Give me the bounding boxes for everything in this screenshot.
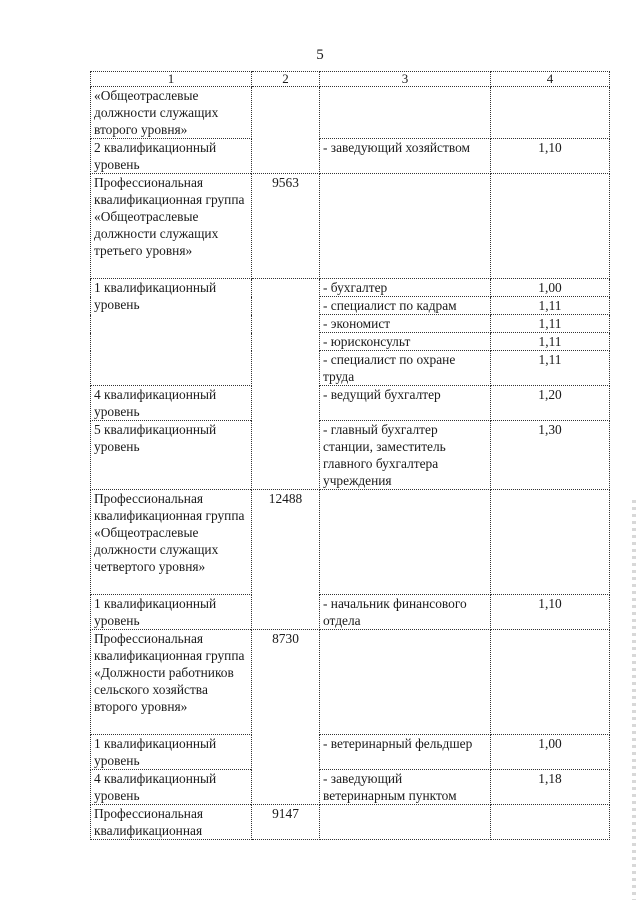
position-cell: - бухгалтер — [320, 279, 491, 297]
coefficient-cell — [491, 87, 610, 139]
table-row — [91, 421, 610, 490]
group-cell: 4 квалификационный уровень — [91, 386, 252, 421]
group-cell: Профессиональная квалификационная группа «Общеотраслевые должности служащих четвертого уровня» — [91, 490, 252, 595]
position-cell: - заведующий ветеринарным пунктом — [320, 770, 491, 805]
code-cell: 8730 — [252, 630, 320, 805]
coefficient-cell: 1,11 — [491, 315, 610, 333]
table-row — [91, 87, 610, 139]
position-cell: - ведущий бухгалтер — [320, 386, 491, 421]
table-row — [91, 490, 610, 595]
position-cell — [320, 87, 491, 139]
position-cell: - главный бухгалтер станции, заместитель главного бухгалтера учреждения — [320, 421, 491, 490]
code-cell: 9563 — [252, 174, 320, 279]
table-row — [91, 770, 610, 805]
coefficient-cell: 1,20 — [491, 386, 610, 421]
table-row — [91, 139, 610, 174]
page-number: 5 — [316, 47, 324, 63]
group-cell: Профессиональная квалификационная группа «Должности работников сельского хозяйства второго уровня» — [91, 630, 252, 735]
position-cell — [320, 630, 491, 735]
table-row — [91, 630, 610, 735]
group-cell: 1 квалификационный уровень — [91, 595, 252, 630]
coefficient-cell: 1,11 — [491, 351, 610, 386]
column-header: 3 — [320, 72, 491, 87]
group-cell: 5 квалификационный уровень — [91, 421, 252, 490]
group-cell: 4 квалификационный уровень — [91, 770, 252, 805]
position-cell — [320, 174, 491, 279]
table-row — [91, 595, 610, 630]
position-cell: - специалист по охране труда — [320, 351, 491, 386]
column-header: 1 — [91, 72, 252, 87]
coefficient-cell: 1,00 — [491, 735, 610, 770]
coefficient-cell — [491, 490, 610, 595]
coefficient-cell: 1,30 — [491, 421, 610, 490]
table-row — [91, 174, 610, 279]
group-cell: «Общеотраслевые должности служащих второго уровня» — [91, 87, 252, 139]
group-cell: 2 квалификационный уровень — [91, 139, 252, 174]
column-header: 2 — [252, 72, 320, 87]
coefficient-cell — [491, 630, 610, 735]
table-row — [91, 279, 610, 297]
column-header: 4 — [491, 72, 610, 87]
coefficient-cell — [491, 174, 610, 279]
group-cell: Профессиональная квалификационная группа «Общеотраслевые должности служащих третьего уровня» — [91, 174, 252, 279]
coefficient-cell: 1,10 — [491, 595, 610, 630]
scan-edge-artifact — [632, 500, 636, 900]
group-cell: 1 квалификационный уровень — [91, 735, 252, 770]
code-cell: 12488 — [252, 490, 320, 630]
position-cell — [320, 490, 491, 595]
coefficient-cell: 1,10 — [491, 139, 610, 174]
code-cell — [252, 87, 320, 174]
position-cell: - юрисконсульт — [320, 333, 491, 351]
position-cell — [320, 805, 491, 840]
table-row — [91, 805, 610, 840]
position-cell: - ветеринарный фельдшер — [320, 735, 491, 770]
coefficient-cell: 1,11 — [491, 333, 610, 351]
code-cell: 9147 — [252, 805, 320, 840]
position-cell: - заведующий хозяйством — [320, 139, 491, 174]
table-row — [91, 386, 610, 421]
group-cell: Профессиональная квалификационная — [91, 805, 252, 840]
coefficient-cell: 1,18 — [491, 770, 610, 805]
position-cell: - экономист — [320, 315, 491, 333]
coefficient-cell: 1,00 — [491, 279, 610, 297]
coefficient-cell: 1,11 — [491, 297, 610, 315]
table-row — [91, 735, 610, 770]
salary-coefficient-table — [90, 71, 610, 840]
table-header-row — [91, 72, 610, 87]
group-cell: 1 квалификационный уровень — [91, 279, 252, 386]
position-cell: - специалист по кадрам — [320, 297, 491, 315]
code-cell — [252, 279, 320, 490]
position-cell: - начальник финансового отдела — [320, 595, 491, 630]
coefficient-cell — [491, 805, 610, 840]
